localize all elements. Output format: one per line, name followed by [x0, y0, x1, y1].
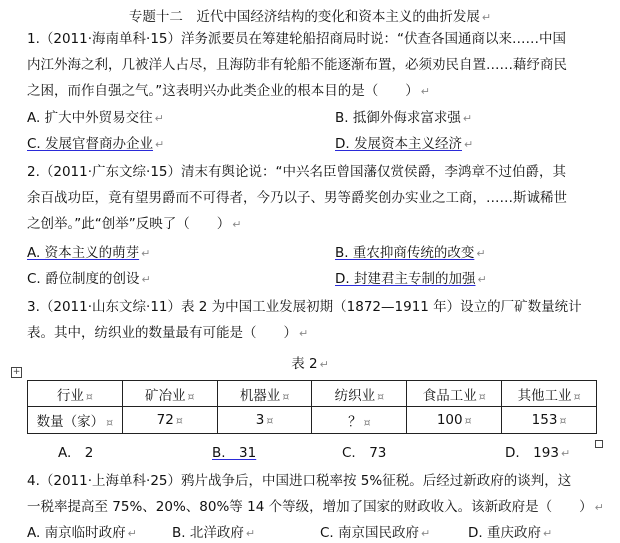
- value-cell: 72 ¤: [122, 407, 217, 434]
- q4-option-b: B. 北洋政府 ↵: [172, 525, 256, 541]
- header-cell: 行业 ¤: [28, 381, 123, 407]
- q2-stem-line3: 之创举。”此“创举”反映了（ ） ↵: [27, 216, 242, 232]
- value-cell: ？ ¤: [312, 407, 407, 434]
- q4-option-d: D. 重庆政府 ↵: [468, 525, 553, 541]
- header-cell: 矿冶业 ¤: [122, 381, 217, 407]
- row-label-cell: 数量（家） ¤: [28, 407, 123, 434]
- q3-option-d: D. 193 ↵: [505, 445, 571, 461]
- q3-option-c: C. 73: [342, 445, 387, 461]
- q4-stem-line1: 4.（2011·上海单科·25）鸦片战争后，中国进口税率按 5%征税。后经过新政府的谈判，这: [27, 473, 572, 489]
- table-row: [28, 407, 597, 434]
- q2-option-c: C. 爵位制度的创设 ↵: [27, 271, 151, 287]
- q1-stem-line1: 1.（2011·海南单科·15）洋务派要员在筹建轮船招商局时说：“伏查各国通商以来……中国: [27, 31, 566, 47]
- value-cell: 100 ¤: [407, 407, 502, 434]
- q1-option-a: A. 扩大中外贸易交往 ↵: [27, 110, 164, 126]
- header-cell: 食品工业 ¤: [407, 381, 502, 407]
- value-cell: 3 ¤: [217, 407, 312, 434]
- factory-count-table: [27, 380, 597, 434]
- q2-option-a: A. 资本主义的萌芽 ↵: [27, 245, 151, 261]
- header-cell: 纺织业 ¤: [312, 381, 407, 407]
- table-header-row: [28, 381, 597, 407]
- table-resize-handle[interactable]: [595, 440, 603, 448]
- value-cell: 153 ¤: [502, 407, 597, 434]
- doc-title: 专题十二 近代中国经济结构的变化和资本主义的曲折发展 ↵: [128, 9, 492, 25]
- q1-option-d: D. 发展资本主义经济 ↵: [335, 136, 474, 152]
- q3-option-b: B. 31: [212, 445, 257, 461]
- q3-stem-line2: 表。其中，纺织业的数量最有可能是（ ） ↵: [27, 325, 309, 341]
- q4-option-a: A. 南京临时政府 ↵: [27, 525, 137, 541]
- q4-option-c: C. 南京国民政府 ↵: [320, 525, 431, 541]
- q3-stem-line1: 3.（2011·山东文综·11）表 2 为中国工业发展初期（1872—1911 年）设立的厂矿数量统计: [27, 299, 582, 315]
- table-caption: 表 2 ↵: [291, 356, 329, 372]
- q2-option-d: D. 封建君主专制的加强 ↵: [335, 271, 487, 287]
- header-cell: 其他工业 ¤: [502, 381, 597, 407]
- q2-option-b: B. 重农抑商传统的改变 ↵: [335, 245, 486, 261]
- q4-stem-line2: 一税率提高至 75%、20%、80%等 14 个等级，增加了国家的财政收入。该新政府是（ ） ↵: [27, 499, 604, 515]
- q1-option-c: C. 发展官督商办企业 ↵: [27, 136, 165, 152]
- q2-stem-line1: 2.（2011·广东文综·15）清末有舆论说：“中兴名臣曾国藩仅赏侯爵，李鸿章不过伯爵，其: [27, 164, 566, 180]
- header-cell: 机器业 ¤: [217, 381, 312, 407]
- q1-stem-line2: 内江外海之利，几被洋人占尽，且海防非有轮船不能逐渐布置，必须劝民自置……藉纾商民: [27, 57, 567, 73]
- q2-stem-line2: 余百战功臣，竟有望男爵而不可得者，今乃以子、男等爵奖创办实业之工商，……斯诚稀世: [27, 190, 567, 206]
- q1-option-b: B. 抵御外侮求富求强 ↵: [335, 110, 473, 126]
- table-move-handle[interactable]: +: [12, 367, 21, 377]
- q1-stem-line3: 之困，而作自强之气。”这表明兴办此类企业的根本目的是（ ） ↵: [27, 83, 430, 99]
- q3-option-a: A. 2: [58, 445, 94, 461]
